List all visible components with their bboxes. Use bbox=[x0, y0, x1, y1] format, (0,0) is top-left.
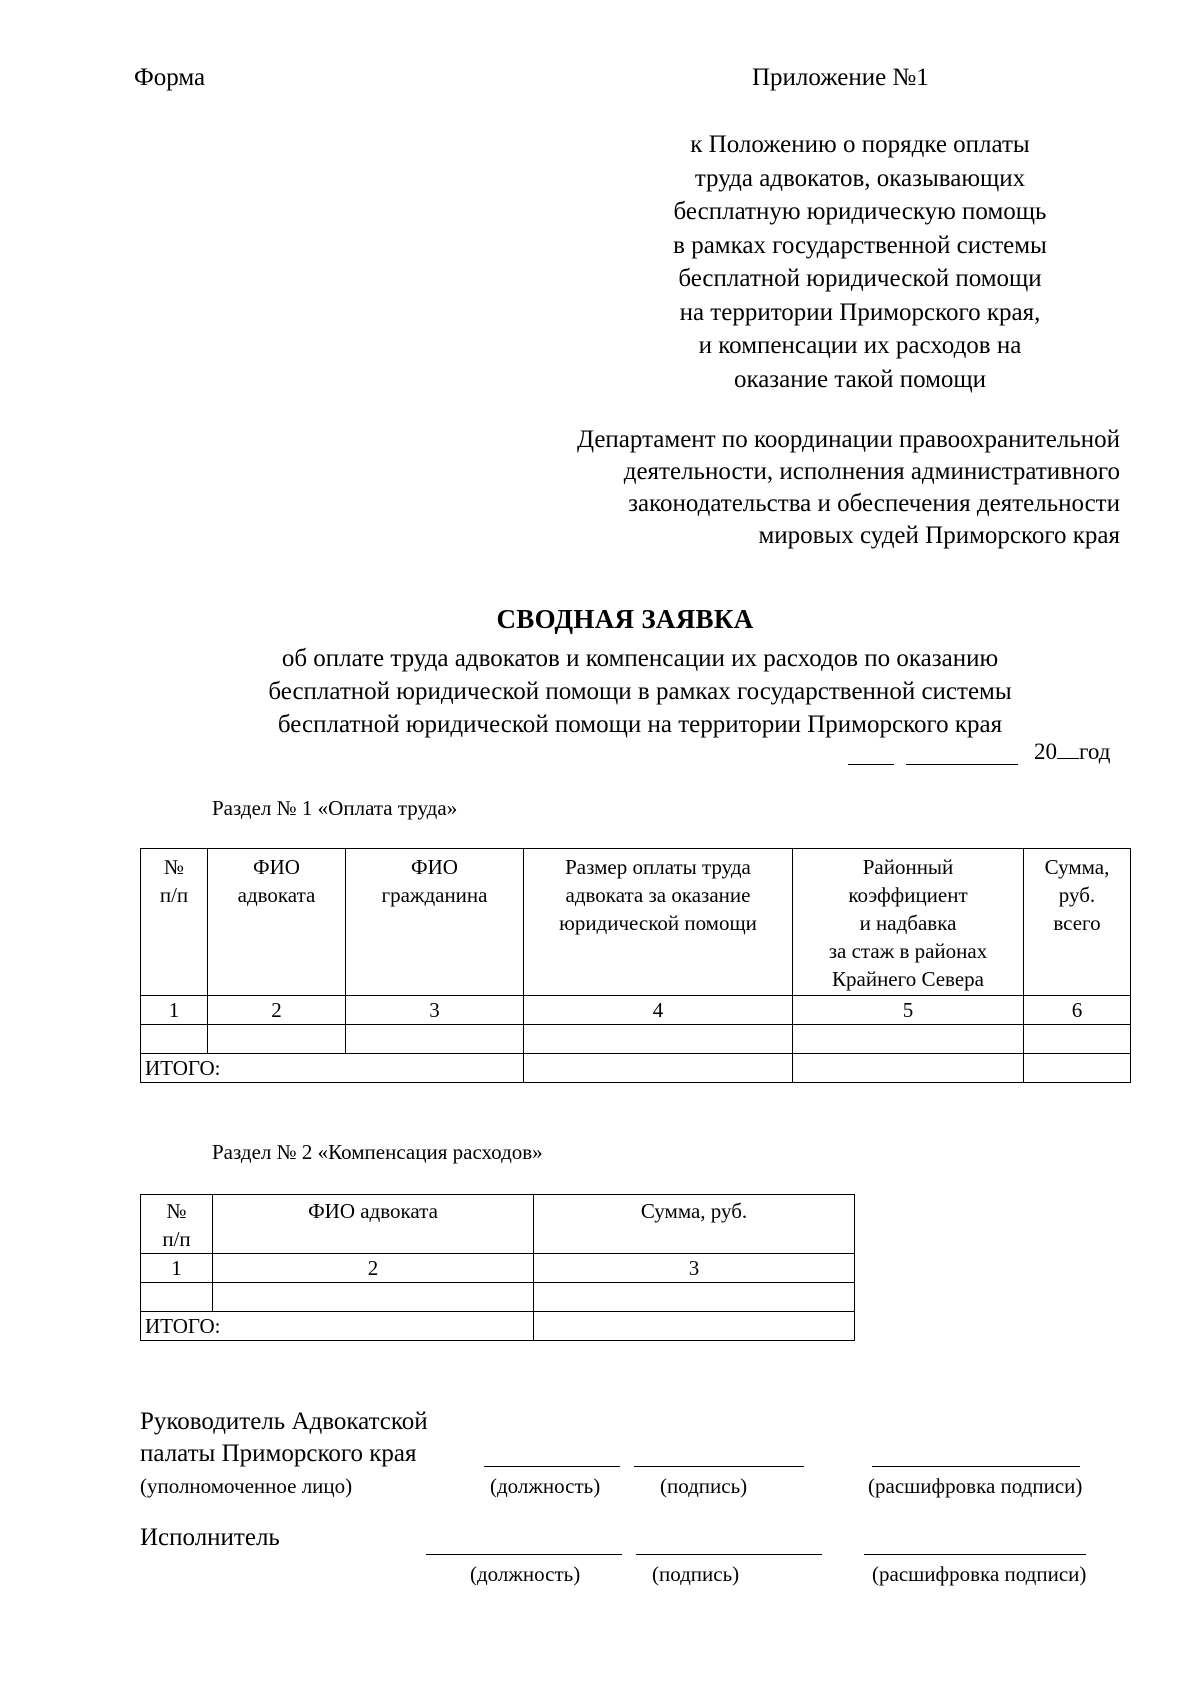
day-blank[interactable] bbox=[848, 764, 894, 765]
document-subtitle bbox=[0, 642, 1200, 741]
section2-label: Раздел № 2 «Компенсация расходов» bbox=[212, 1140, 543, 1164]
header-cell-regional-coefficient: Районный коэффициент и надбавка за стаж в районах Крайнего Севера bbox=[793, 849, 1024, 996]
total-sum-cell[interactable] bbox=[1024, 1054, 1131, 1083]
department-addressee bbox=[420, 424, 1120, 552]
empty-cell[interactable] bbox=[141, 1283, 213, 1312]
head-title-line1: Руководитель Адвокатской bbox=[140, 1408, 428, 1435]
total-coefficient-cell[interactable] bbox=[793, 1054, 1024, 1083]
appendix-line: на территории Приморского края, bbox=[679, 298, 1041, 326]
month-blank[interactable] bbox=[906, 764, 1018, 765]
column-number: 3 bbox=[534, 1254, 855, 1283]
header-cell-number: № п/п bbox=[141, 1195, 213, 1254]
table-row bbox=[141, 1283, 855, 1312]
table-header-row bbox=[141, 849, 1131, 996]
column-number: 1 bbox=[141, 1254, 213, 1283]
head-signature-line[interactable] bbox=[634, 1466, 804, 1467]
year-prefix: 20 bbox=[1034, 739, 1057, 764]
executor-label: Исполнитель bbox=[140, 1524, 280, 1551]
date-field bbox=[848, 738, 1118, 772]
form-label: Форма bbox=[134, 64, 206, 91]
appendix-reference bbox=[600, 128, 1120, 396]
subtitle-line: бесплатной юридической помощи на территории Приморского края bbox=[277, 711, 1003, 738]
total-sum-cell[interactable] bbox=[534, 1312, 855, 1341]
department-line: законодательства и обеспечения деятельности bbox=[628, 490, 1120, 517]
head-title-line2: палаты Приморского края bbox=[140, 1440, 417, 1467]
column-number: 2 bbox=[208, 996, 346, 1025]
section1-label: Раздел № 1 «Оплата труда» bbox=[212, 796, 458, 820]
executor-signature-line[interactable] bbox=[636, 1554, 822, 1555]
appendix-line: труда адвокатов, оказывающих bbox=[694, 164, 1026, 192]
empty-cell[interactable] bbox=[534, 1283, 855, 1312]
column-number: 6 bbox=[1024, 996, 1131, 1025]
head-signature-caption: (подпись) bbox=[660, 1474, 748, 1498]
year-blank[interactable] bbox=[1057, 738, 1079, 759]
department-line: мировых судей Приморского края bbox=[758, 522, 1120, 549]
column-number: 3 bbox=[346, 996, 524, 1025]
subtitle-line: бесплатной юридической помощи в рамках государственной системы bbox=[268, 678, 1012, 705]
year-field bbox=[1034, 738, 1110, 765]
header-cell-number: № п/п bbox=[141, 849, 208, 996]
head-decoding-caption: (расшифровка подписи) bbox=[868, 1474, 1083, 1498]
total-row bbox=[141, 1054, 1131, 1083]
empty-cell[interactable] bbox=[793, 1025, 1024, 1054]
column-number: 5 bbox=[793, 996, 1024, 1025]
appendix-line: и компенсации их расходов на bbox=[698, 332, 1022, 359]
total-label: ИТОГО: bbox=[141, 1054, 524, 1083]
header-cell-total-sum: Сумма, руб. всего bbox=[1024, 849, 1131, 996]
section1-table bbox=[140, 848, 1131, 1083]
header-cell-citizen-name: ФИО гражданина bbox=[346, 849, 524, 996]
empty-cell[interactable] bbox=[208, 1025, 346, 1054]
empty-cell[interactable] bbox=[346, 1025, 524, 1054]
header-cell-lawyer-name: ФИО адвоката bbox=[208, 849, 346, 996]
head-position-caption: (должность) bbox=[490, 1474, 601, 1498]
empty-cell[interactable] bbox=[524, 1025, 793, 1054]
column-number-row bbox=[141, 1254, 855, 1283]
column-number: 1 bbox=[141, 996, 208, 1025]
appendix-line: в рамках государственной системы bbox=[673, 231, 1047, 259]
column-number-row bbox=[141, 996, 1131, 1025]
empty-cell[interactable] bbox=[1024, 1025, 1131, 1054]
table-header-row bbox=[141, 1195, 855, 1254]
appendix-line: оказание такой помощи bbox=[733, 365, 987, 393]
header-cell-payment-size: Размер оплаты труда адвоката за оказание юридической помощи bbox=[524, 849, 793, 996]
executor-decoding-caption: (расшифровка подписи) bbox=[872, 1562, 1087, 1586]
head-note: (уполномоченное лицо) bbox=[140, 1474, 353, 1498]
section2-table bbox=[140, 1194, 855, 1341]
header-cell-sum: Сумма, руб. bbox=[534, 1195, 855, 1254]
executor-position-caption: (должность) bbox=[470, 1562, 581, 1586]
appendix-line: бесплатной юридической помощи bbox=[678, 265, 1042, 292]
executor-decoding-line[interactable] bbox=[864, 1554, 1086, 1555]
department-line: Департамент по координации правоохранительной bbox=[576, 426, 1120, 453]
total-label: ИТОГО: bbox=[141, 1312, 534, 1341]
appendix-line: бесплатную юридическую помощь bbox=[673, 198, 1047, 225]
appendix-line: к Положению о порядке оплаты bbox=[690, 131, 1030, 158]
empty-cell[interactable] bbox=[141, 1025, 208, 1054]
department-line: деятельности, исполнения административного bbox=[623, 458, 1120, 485]
document-title: СВОДНАЯ ЗАЯВКА bbox=[496, 604, 754, 634]
subtitle-line: об оплате труда адвокатов и компенсации их расходов по оказанию bbox=[281, 645, 999, 672]
executor-position-line[interactable] bbox=[426, 1554, 622, 1555]
total-payment-cell[interactable] bbox=[524, 1054, 793, 1083]
appendix-label: Приложение №1 bbox=[752, 64, 929, 91]
header-cell-lawyer-name: ФИО адвоката bbox=[213, 1195, 534, 1254]
executor-signature-caption: (подпись) bbox=[652, 1562, 740, 1586]
head-position-line[interactable] bbox=[484, 1466, 620, 1467]
empty-cell[interactable] bbox=[213, 1283, 534, 1312]
table-row bbox=[141, 1025, 1131, 1054]
total-row bbox=[141, 1312, 855, 1341]
column-number: 2 bbox=[213, 1254, 534, 1283]
head-decoding-line[interactable] bbox=[872, 1466, 1080, 1467]
column-number: 4 bbox=[524, 996, 793, 1025]
year-suffix: год bbox=[1079, 739, 1111, 764]
